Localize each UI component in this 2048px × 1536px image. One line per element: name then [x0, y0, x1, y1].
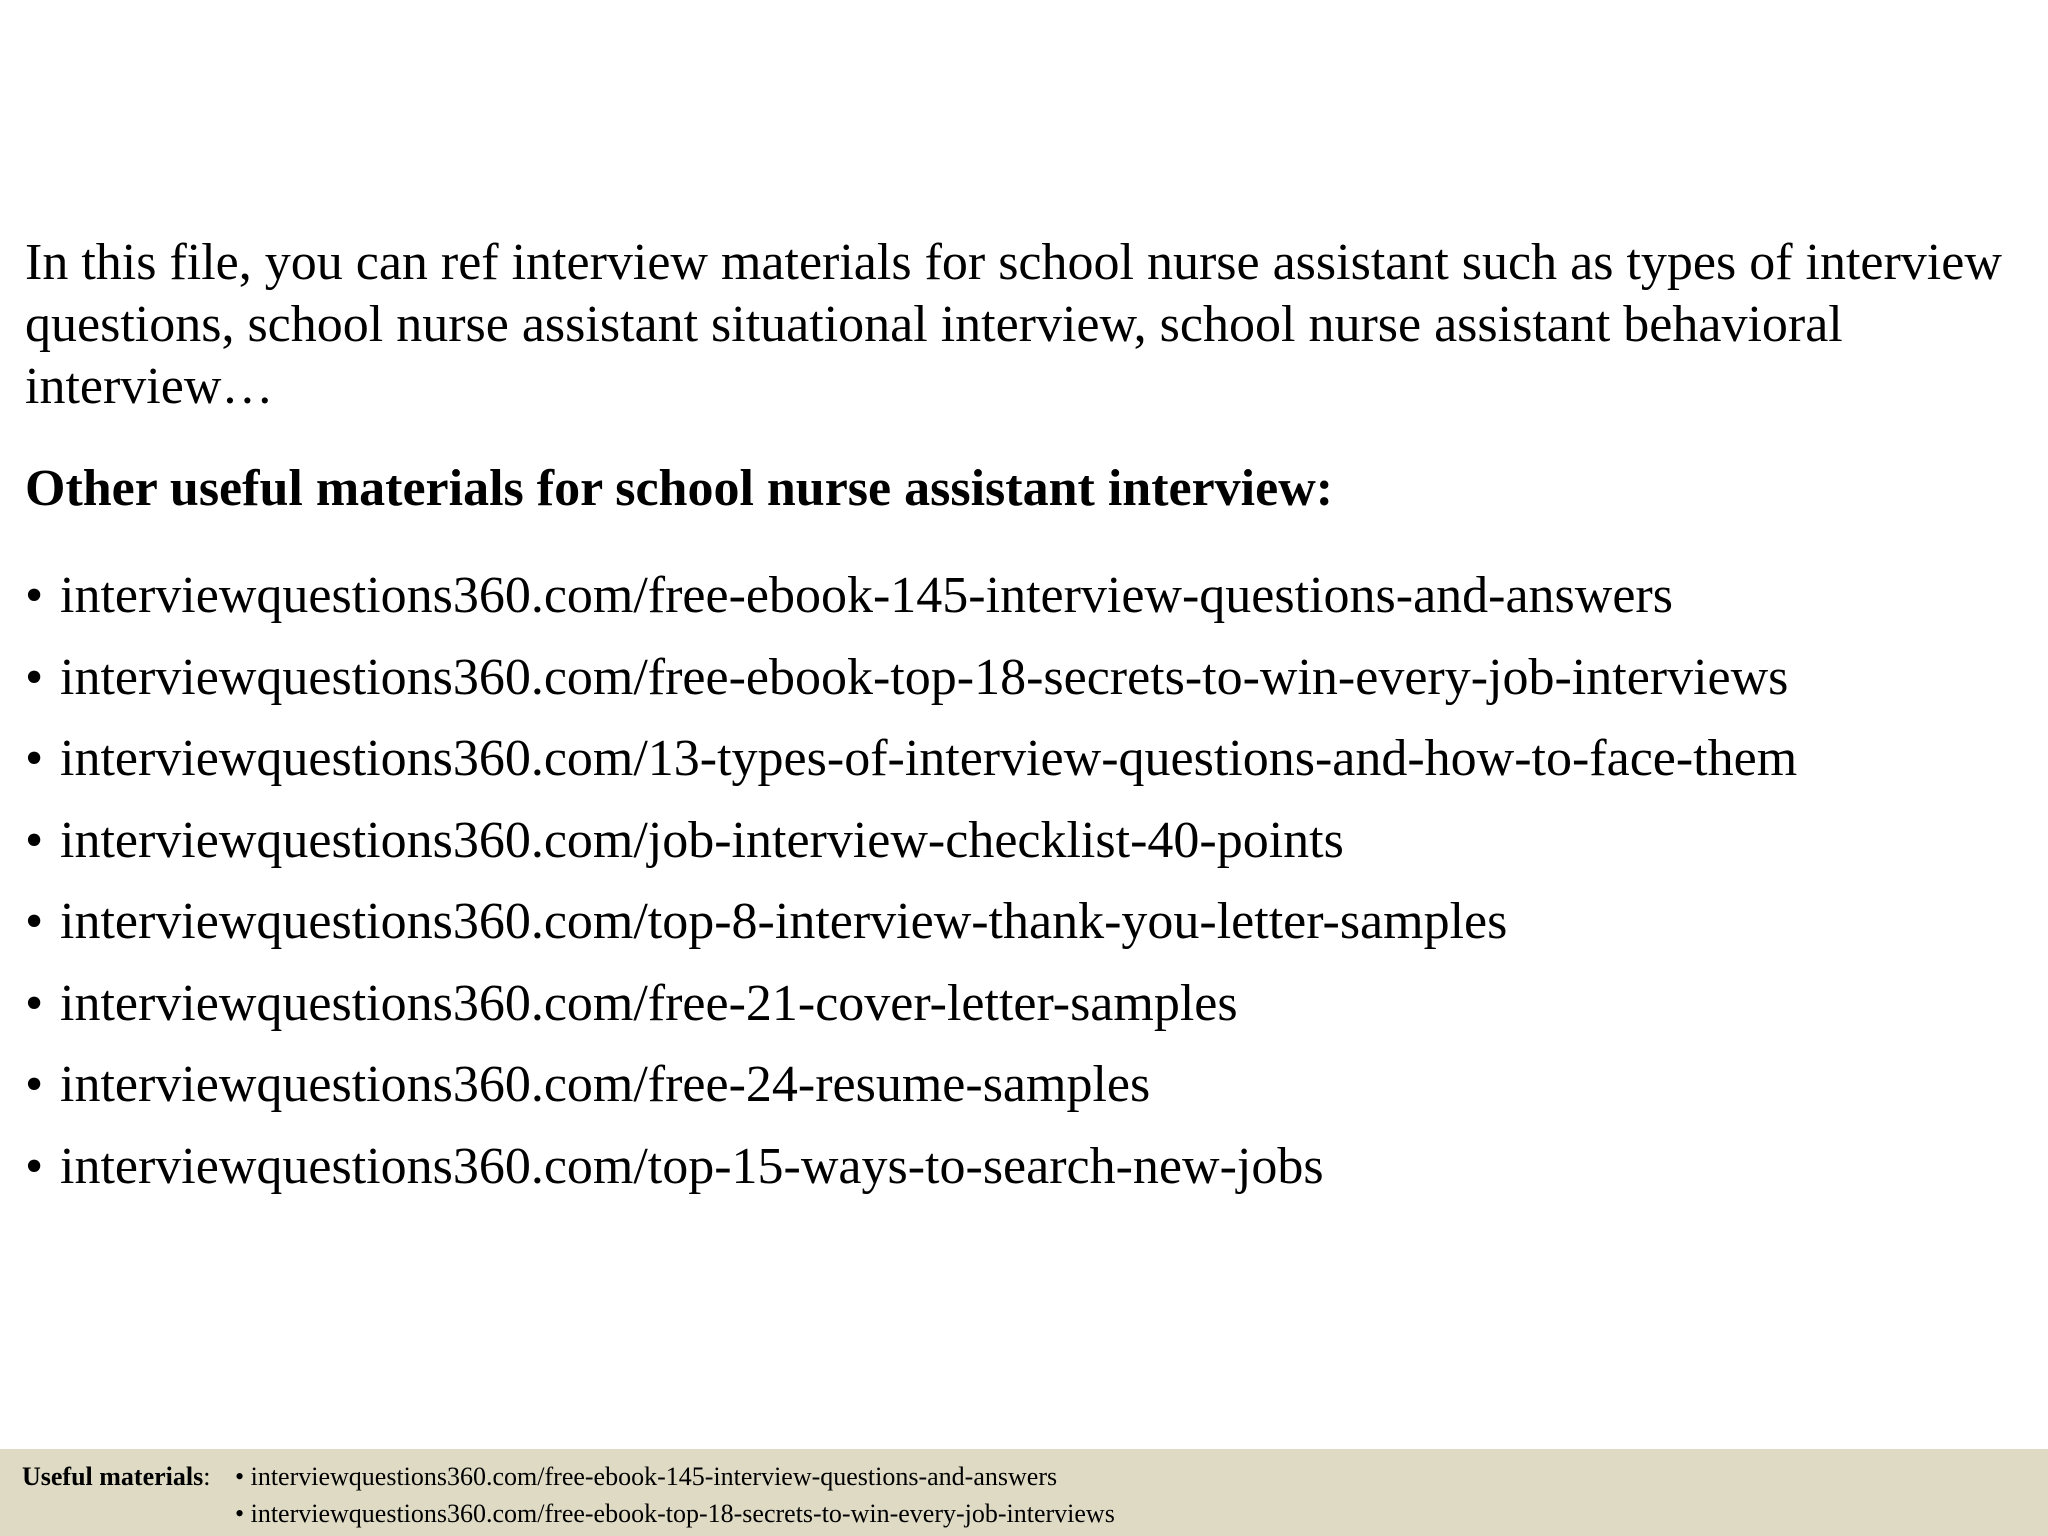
bullet-icon: •: [25, 1056, 44, 1113]
footer-link: [235, 1496, 1115, 1532]
footer-link-text[interactable]: interviewquestions360.com/free-ebook-145-interview-questions-and-answers: [250, 1462, 1058, 1491]
list-item: [25, 810, 1797, 892]
link-text[interactable]: interviewquestions360.com/13-types-of-interview-questions-and-how-to-face-them: [60, 730, 1798, 787]
link-text[interactable]: interviewquestions360.com/top-15-ways-to-search-new-jobs: [60, 1137, 1324, 1195]
list-item: [25, 1136, 1797, 1218]
materials-list: [25, 565, 1797, 1217]
footer-label-text: Useful materials: [22, 1462, 204, 1491]
intro-paragraph: In this file, you can ref interview materials for school nurse assistant such as types of interview questions, school nurse assistant situational interview, school nurse assistant behavioral interview…: [25, 234, 2002, 415]
footer-link: [235, 1459, 1057, 1495]
list-item: [25, 1054, 1797, 1136]
bullet-icon: •: [25, 974, 44, 1032]
footer-link-text[interactable]: interviewquestions360.com/free-ebook-top-18-secrets-to-win-every-job-interviews: [250, 1499, 1115, 1528]
materials-heading: Other useful materials for school nurse assistant interview:: [25, 460, 1334, 517]
list-item: [25, 973, 1797, 1055]
footer-bullet-icon: •: [235, 1499, 245, 1528]
bullet-icon: •: [25, 893, 44, 950]
footer-label: [22, 1459, 210, 1495]
bullet-icon: •: [25, 648, 44, 706]
footer-bullet-icon: •: [235, 1462, 245, 1491]
link-text[interactable]: interviewquestions360.com/free-ebook-145-interview-questions-and-answers: [60, 567, 1673, 624]
list-item: [25, 647, 1797, 729]
bullet-icon: •: [25, 567, 44, 624]
link-text[interactable]: interviewquestions360.com/free-21-cover-letter-samples: [60, 974, 1238, 1032]
bullet-icon: •: [25, 811, 44, 869]
footer-colon: :: [203, 1462, 211, 1491]
link-text[interactable]: interviewquestions360.com/top-8-interview-thank-you-letter-samples: [60, 893, 1508, 950]
link-text[interactable]: interviewquestions360.com/free-ebook-top-18-secrets-to-win-every-job-interviews: [60, 648, 1789, 706]
bullet-icon: •: [25, 730, 44, 787]
bullet-icon: •: [25, 1137, 44, 1195]
link-text[interactable]: interviewquestions360.com/free-24-resume-samples: [60, 1056, 1151, 1113]
list-item: [25, 891, 1797, 973]
link-text[interactable]: interviewquestions360.com/job-interview-checklist-40-points: [60, 811, 1344, 869]
list-item: [25, 728, 1797, 810]
list-item: [25, 565, 1797, 647]
footer-bar: [0, 1449, 2048, 1536]
